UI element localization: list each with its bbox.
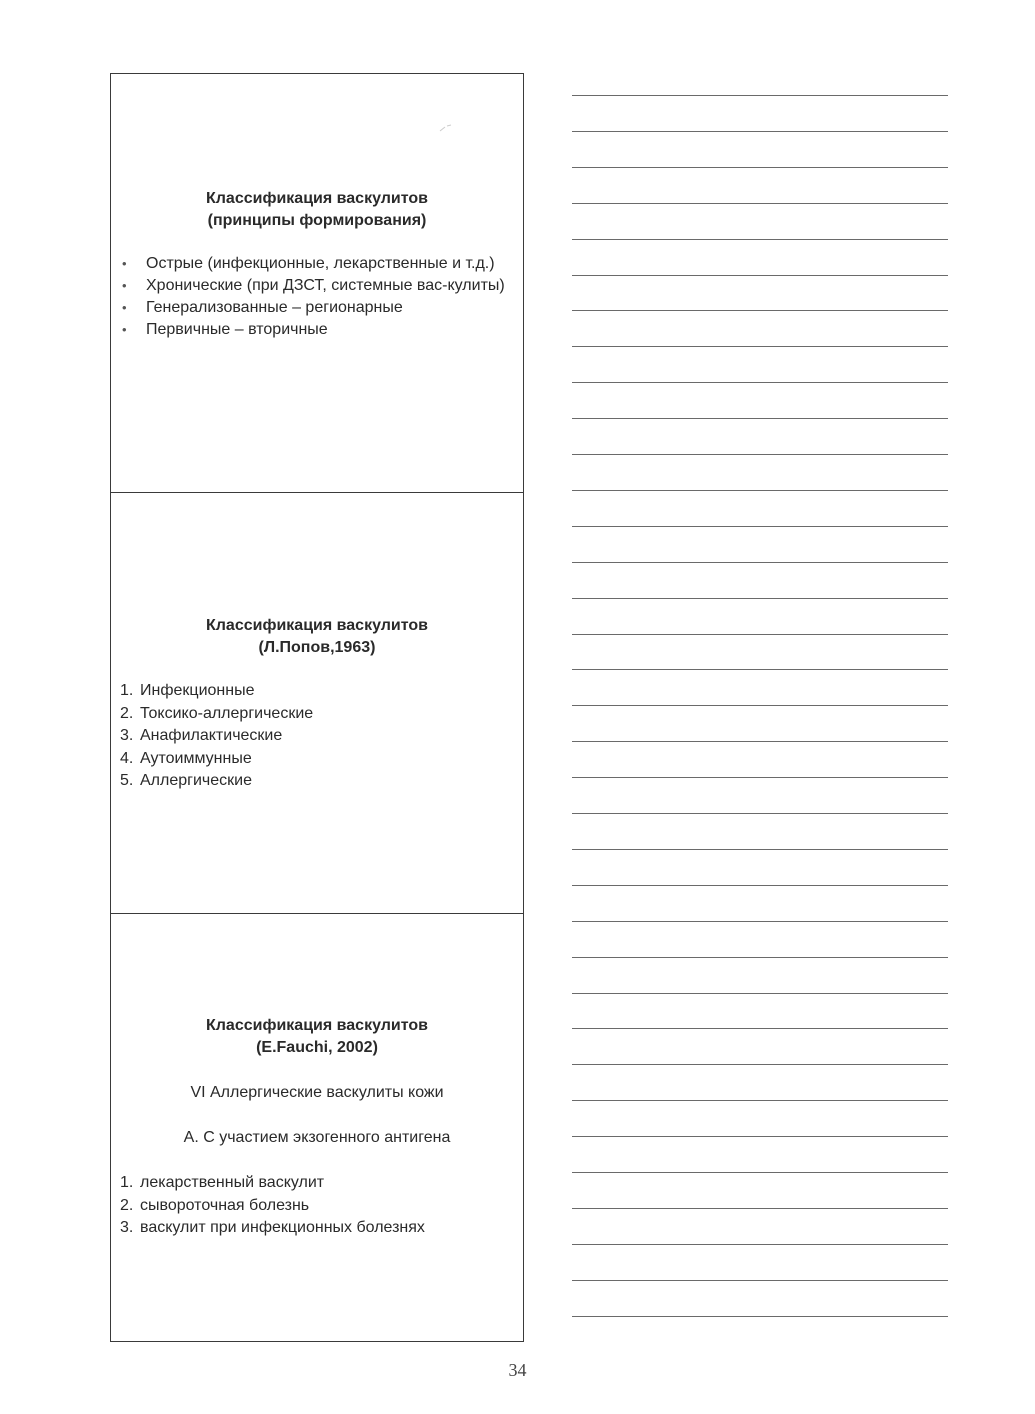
note-rule-line (572, 1064, 948, 1065)
note-rule-line (572, 669, 948, 670)
note-rule-line (572, 1208, 948, 1209)
slide-classification-popov (110, 493, 524, 914)
list-item: • Хронические (при ДЗСТ, системные вас-кулиты) (120, 275, 511, 297)
note-rule-line (572, 131, 948, 132)
list-item: 3. Анафилактические (120, 727, 283, 744)
note-rule-line (572, 203, 948, 204)
note-rule-line (572, 1280, 948, 1281)
slide-title (111, 1015, 523, 1059)
list-item: • Генерализованные – регионарные (120, 297, 511, 319)
page-number: 34 (508, 1360, 527, 1380)
slide-subtitle-line: (принципы формирования) (207, 212, 427, 229)
slide-title-line: Классификация васкулитов (205, 190, 428, 207)
note-rule-line (572, 634, 948, 635)
note-rule-line (572, 741, 948, 742)
list-item: 3. васкулит при инфекционных болезнях (120, 1219, 425, 1236)
note-rule-line (572, 1100, 948, 1101)
note-rule-line (572, 1136, 948, 1137)
note-rule-line (572, 346, 948, 347)
list-item: 4. Аутоиммунные (120, 749, 252, 767)
note-rule-line (572, 993, 948, 994)
list-item: 1. Инфекционные (120, 682, 255, 699)
note-rule-line (572, 526, 948, 527)
list-item: 2. сывороточная болезнь (120, 1196, 310, 1214)
section-heading: VI Аллергические васкулиты кожи (190, 1084, 444, 1101)
subsection-heading: А. С участием экзогенного антигена (183, 1129, 451, 1146)
slide-subtitle-line: (E.Fauchi, 2002) (256, 1039, 378, 1056)
note-rule-line (572, 490, 948, 491)
note-rule-line (572, 167, 948, 168)
slide-classification-fauchi (110, 914, 524, 1342)
scan-speck-mark (439, 124, 453, 132)
list-item: • Острые (инфекционные, лекарственные и т.д.) (120, 253, 511, 275)
slide-title-line: Классификация васкулитов (205, 617, 428, 634)
note-rule-line (572, 562, 948, 563)
note-rule-line (572, 813, 948, 814)
note-rule-line (572, 418, 948, 419)
note-rule-line (572, 95, 948, 96)
numbered-list (120, 680, 313, 793)
note-rule-line (572, 921, 948, 922)
numbered-list (120, 1172, 425, 1240)
note-rule-line (572, 705, 948, 706)
slides-column (110, 73, 524, 1342)
note-rule-line (572, 275, 948, 276)
note-rule-line (572, 1316, 948, 1317)
slide-classification-principles (110, 73, 524, 493)
note-rule-line (572, 777, 948, 778)
note-rule-line (572, 1028, 948, 1029)
note-rule-line (572, 957, 948, 958)
slide-title (111, 615, 523, 659)
list-item: 5. Аллергические (120, 772, 252, 789)
note-rule-line (572, 1244, 948, 1245)
note-rule-line (572, 1172, 948, 1173)
slide-title (111, 188, 523, 232)
note-rule-line (572, 885, 948, 886)
list-item: 2. Токсико-аллергические (120, 704, 314, 722)
list-item: 1. лекарственный васкулит (120, 1174, 325, 1191)
note-rule-line (572, 598, 948, 599)
bullet-list (120, 253, 511, 341)
note-rule-line (572, 310, 948, 311)
note-rule-line (572, 849, 948, 850)
note-rule-line (572, 382, 948, 383)
list-item: • Первичные – вторичные (120, 319, 511, 341)
note-rule-line (572, 239, 948, 240)
note-rule-line (572, 454, 948, 455)
slide-title-line: Классификация васкулитов (205, 1017, 428, 1034)
slide-subtitle-line: (Л.Попов,1963) (258, 639, 376, 656)
